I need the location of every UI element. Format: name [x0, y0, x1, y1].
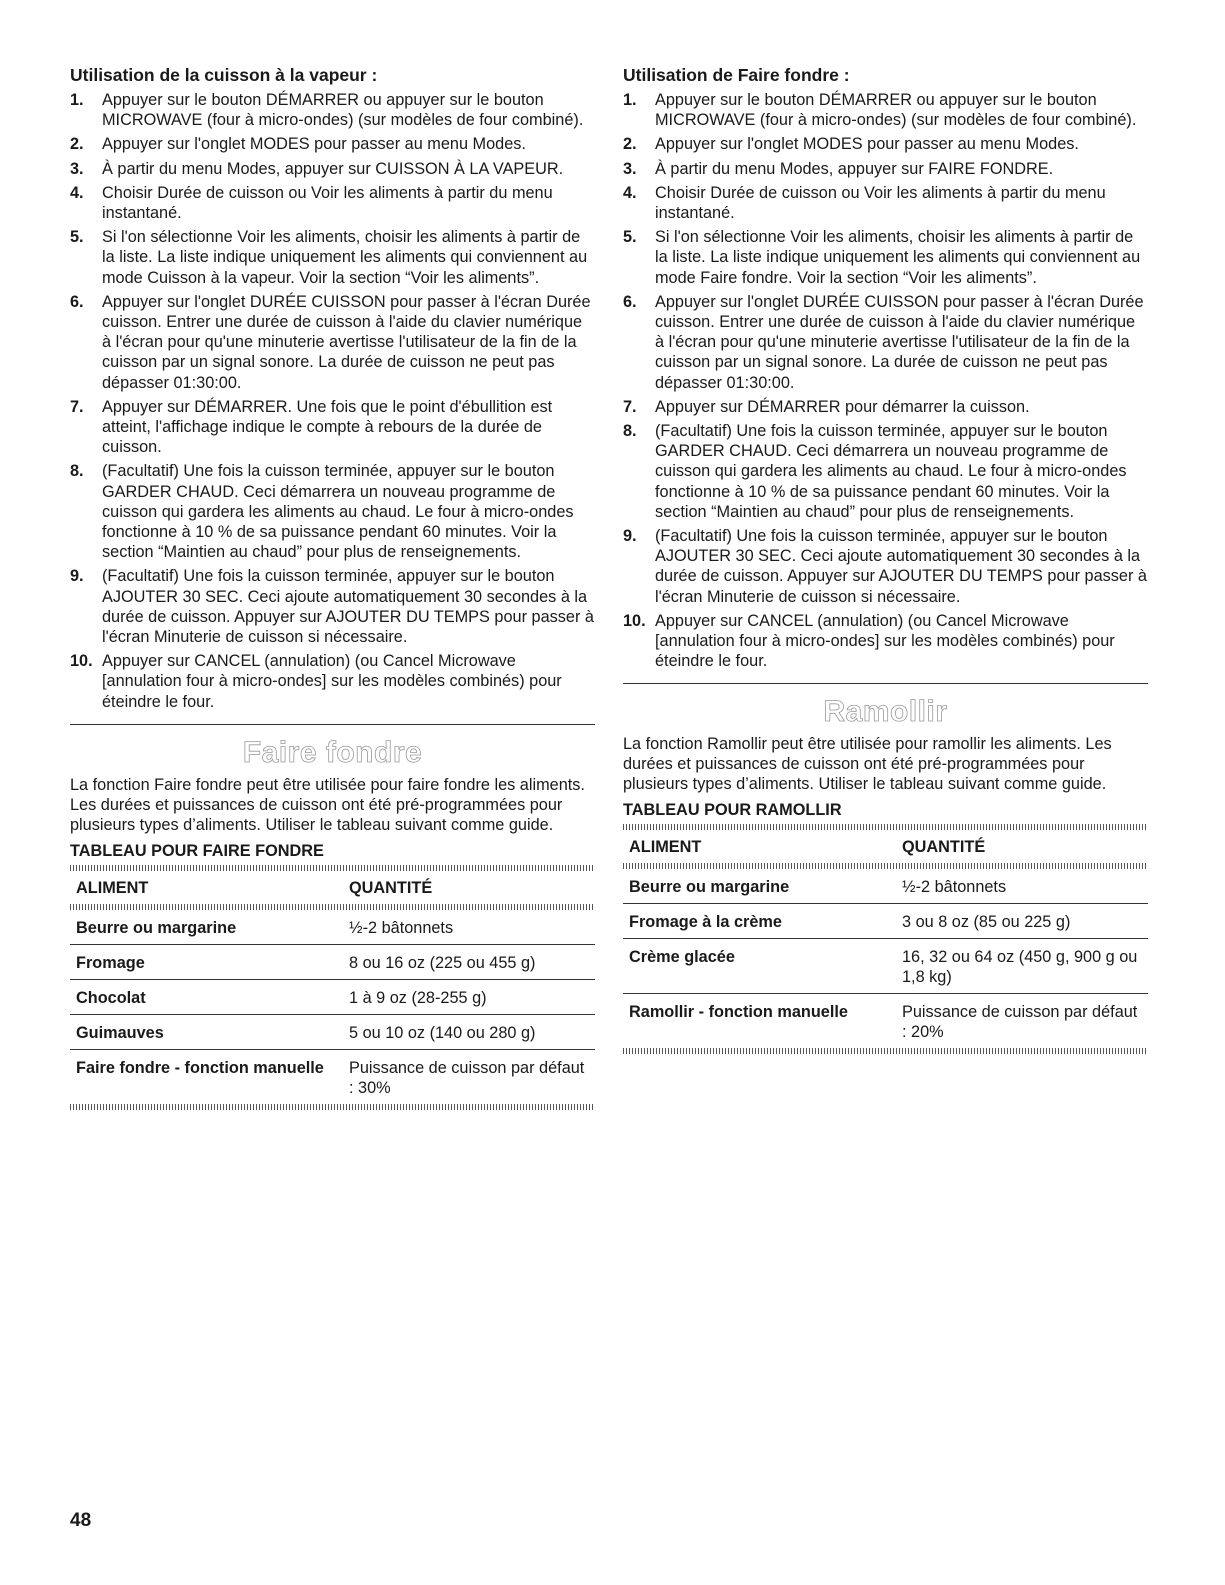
- column-header-food: ALIMENT: [76, 878, 149, 897]
- list-item: [70, 397, 595, 458]
- table-header-row: [70, 871, 595, 904]
- step-text: Choisir Durée de cuisson ou Voir les aliments à partir du menu instantané.: [655, 183, 1106, 223]
- step-number: 2.: [623, 135, 637, 154]
- quantity-cell: 3 ou 8 oz (85 ou 225 g): [896, 904, 1148, 939]
- step-text: Appuyer sur CANCEL (annulation) (ou Cancel Microwave [annulation four à micro-ondes] sur les modèles combinés) pour éteindre le four.: [102, 652, 562, 711]
- list-item: [70, 183, 595, 223]
- food-cell: Faire fondre - fonction manuelle: [76, 1058, 324, 1077]
- melt-table-title: TABLEAU POUR FAIRE FONDRE: [70, 841, 324, 860]
- list-item: [623, 159, 1148, 179]
- list-item: [623, 292, 1148, 393]
- list-item: [70, 566, 595, 647]
- step-number: 10.: [623, 611, 646, 630]
- food-cell: Fromage à la crème: [623, 904, 896, 939]
- table-header-row: [623, 830, 1148, 863]
- list-item: [623, 90, 1148, 130]
- left-column: [70, 64, 595, 1110]
- quantity-cell: ½-2 bâtonnets: [896, 869, 1148, 904]
- quantity-cell: 16, 32 ou 64 oz (450 g, 900 g ou 1,8 kg): [896, 939, 1148, 994]
- list-item: [623, 421, 1148, 522]
- page-number: 48: [70, 1510, 92, 1531]
- melt-section-title: Faire fondre: [242, 735, 423, 769]
- soften-table: [623, 830, 1148, 1048]
- list-item: [70, 461, 595, 562]
- melt-table: [70, 871, 595, 1104]
- step-number: 6.: [70, 292, 84, 311]
- step-number: 7.: [623, 397, 637, 416]
- step-text: (Facultatif) Une fois la cuisson terminée, appuyer sur le bouton AJOUTER 30 SEC. Ceci ajoute automatiquement 30 secondes à la durée de cuisson. Appuyer sur AJOUTER DU TEMPS pour passer à l'écran Minuterie de cuisson si nécessaire.: [655, 527, 1147, 606]
- quantity-cell: Puissance de cuisson par défaut : 20%: [902, 1003, 1138, 1042]
- step-text: (Facultatif) Une fois la cuisson terminée, appuyer sur le bouton AJOUTER 30 SEC. Ceci ajoute automatiquement 30 secondes à la durée de cuisson. Appuyer sur AJOUTER DU TEMPS pour passer à l'écran Minuterie de cuisson si nécessaire.: [102, 567, 594, 647]
- table-row: [623, 939, 1148, 994]
- step-number: 2.: [70, 135, 84, 154]
- step-text: Appuyer sur le bouton DÉMARRER ou appuyer sur le bouton MICROWAVE (four à micro-ondes) (sur modèles de four combiné).: [102, 91, 584, 130]
- step-text: À partir du menu Modes, appuyer sur CUISSON À LA VAPEUR.: [102, 159, 564, 178]
- list-item: [70, 134, 595, 154]
- document-page: [70, 64, 1150, 1524]
- list-item: [70, 292, 595, 393]
- food-cell: Guimauves: [70, 1014, 343, 1049]
- table-bottom-rule: [70, 1104, 595, 1110]
- step-number: 4.: [70, 183, 84, 202]
- step-number: 5.: [623, 228, 637, 247]
- food-cell: Beurre ou margarine: [623, 869, 896, 904]
- step-text: À partir du menu Modes, appuyer sur FAIRE FONDRE.: [655, 159, 1054, 178]
- step-text: Appuyer sur l'onglet MODES pour passer au menu Modes.: [102, 135, 526, 154]
- list-item: [70, 159, 595, 179]
- step-text: (Facultatif) Une fois la cuisson terminée, appuyer sur le bouton GARDER CHAUD. Ceci démarrera un nouveau programme de cuisson qui gardera les aliments au chaud. Le four à micro-ondes fonctionne à 10 % de sa puissance pendant 60 minutes. Voir la section “Maintien au chaud” pour plus de renseignements.: [655, 422, 1127, 521]
- step-text: Choisir Durée de cuisson ou Voir les aliments à partir du menu instantané.: [102, 183, 553, 223]
- step-number: 1.: [70, 91, 84, 109]
- step-text: Appuyer sur CANCEL (annulation) (ou Cancel Microwave [annulation four à micro-ondes] sur les modèles combinés) pour éteindre le four.: [655, 611, 1115, 671]
- step-number: 1.: [623, 91, 637, 109]
- food-cell: Beurre ou margarine: [70, 910, 343, 945]
- list-item: [623, 397, 1148, 417]
- soften-intro-paragraph: La fonction Ramollir peut être utilisée pour ramollir les aliments. Les durées et puissances de cuisson ont été pré-programmées pour plusieurs types d’aliments. Utiliser le tableau suivant comme guide.: [623, 735, 1112, 794]
- list-item: [70, 227, 595, 288]
- soften-table-title: TABLEAU POUR RAMOLLIR: [623, 801, 842, 820]
- step-number: 9.: [623, 527, 637, 546]
- step-text: Appuyer sur l'onglet DURÉE CUISSON pour passer à l'écran Durée cuisson. Entrer une durée de cuisson à l'aide du clavier numérique à l'écran pour qu'une minuterie avertisse l'utilisateur de la fin de la cuisson par un signal sonore. La durée de cuisson ne peut pas dépasser 01:30:00.: [102, 292, 591, 392]
- food-cell: Fromage: [70, 944, 343, 979]
- step-number: 9.: [70, 567, 84, 586]
- step-text: (Facultatif) Une fois la cuisson terminée, appuyer sur le bouton GARDER CHAUD. Ceci démarrera un nouveau programme de cuisson qui gardera les aliments au chaud. Le four à micro-ondes fonctionne à 10 % de sa puissance pendant 60 minutes. Voir la section “Maintien au chaud” pour plus de renseignements.: [102, 462, 574, 562]
- table-row: [70, 1049, 595, 1104]
- step-number: 8.: [70, 462, 84, 481]
- quantity-cell: 5 ou 10 oz (140 ou 280 g): [343, 1014, 595, 1049]
- melt-intro-paragraph: La fonction Faire fondre peut être utilisée pour faire fondre les aliments. Les durées et puissances de cuisson ont été pré-programmées pour plusieurs types d’aliments. Utiliser le tableau suivant comme guide.: [70, 775, 585, 834]
- step-number: 3.: [623, 159, 637, 178]
- step-number: 10.: [70, 652, 93, 671]
- column-header-quantity: QUANTITÉ: [349, 878, 433, 897]
- step-text: Appuyer sur DÉMARRER pour démarrer la cuisson.: [655, 397, 1030, 416]
- soften-section-title: Ramollir: [823, 695, 948, 729]
- column-header-food: ALIMENT: [629, 838, 702, 857]
- section-divider: [70, 724, 595, 725]
- step-number: 3.: [70, 159, 84, 178]
- step-number: 7.: [70, 397, 84, 416]
- step-number: 4.: [623, 183, 637, 202]
- steam-steps-list: [70, 90, 595, 712]
- food-cell: Ramollir - fonction manuelle: [629, 1003, 848, 1022]
- table-row: [70, 979, 595, 1014]
- section-divider: [623, 683, 1148, 684]
- steam-cooking-heading: Utilisation de la cuisson à la vapeur :: [70, 65, 378, 85]
- table-row: [70, 910, 595, 945]
- table-row: [70, 1014, 595, 1049]
- table-row: [623, 869, 1148, 904]
- table-row: [70, 944, 595, 979]
- table-row: [623, 904, 1148, 939]
- right-column: [623, 64, 1148, 1054]
- quantity-cell: ½-2 bâtonnets: [343, 910, 595, 945]
- food-cell: Chocolat: [70, 979, 343, 1014]
- food-cell: Crème glacée: [623, 939, 896, 994]
- quantity-cell: Puissance de cuisson par défaut : 30%: [349, 1058, 585, 1097]
- step-number: 6.: [623, 292, 637, 311]
- table-bottom-rule: [623, 1048, 1148, 1054]
- step-text: Si l'on sélectionne Voir les aliments, choisir les aliments à partir de la liste. La liste indique uniquement les aliments qui conviennent au mode Faire fondre. Voir la section “Voir les aliments”.: [655, 228, 1141, 287]
- step-text: Appuyer sur le bouton DÉMARRER ou appuyer sur le bouton MICROWAVE (four à micro-ondes) (sur modèles de four combiné).: [655, 91, 1137, 130]
- list-item: [623, 611, 1148, 672]
- list-item: [623, 183, 1148, 223]
- melt-usage-heading: Utilisation de Faire fondre :: [623, 65, 850, 85]
- step-text: Si l'on sélectionne Voir les aliments, choisir les aliments à partir de la liste. La liste indique uniquement les aliments qui conviennent au mode Cuisson à la vapeur. Voir la section “Voir les aliments”.: [102, 228, 588, 287]
- list-item: [623, 227, 1148, 288]
- step-text: Appuyer sur l'onglet MODES pour passer au menu Modes.: [655, 135, 1079, 154]
- table-row: [623, 994, 1148, 1049]
- melt-steps-list: [623, 90, 1148, 671]
- column-header-quantity: QUANTITÉ: [902, 838, 986, 857]
- list-item: [623, 526, 1148, 607]
- list-item: [70, 651, 595, 712]
- step-number: 5.: [70, 228, 84, 247]
- quantity-cell: 1 à 9 oz (28-255 g): [343, 979, 595, 1014]
- list-item: [623, 134, 1148, 154]
- step-text: Appuyer sur l'onglet DURÉE CUISSON pour passer à l'écran Durée cuisson. Entrer une durée de cuisson à l'aide du clavier numérique à l'écran pour qu'une minuterie avertisse l'utilisateur de la fin de la cuisson par un signal sonore. La durée de cuisson ne peut pas dépasser 01:30:00.: [655, 292, 1144, 392]
- step-text: Appuyer sur DÉMARRER. Une fois que le point d'ébullition est atteint, l'affichage indique le compte à rebours de la durée de cuisson.: [102, 397, 553, 457]
- step-number: 8.: [623, 422, 637, 441]
- list-item: [70, 90, 595, 130]
- quantity-cell: 8 ou 16 oz (225 ou 455 g): [343, 944, 595, 979]
